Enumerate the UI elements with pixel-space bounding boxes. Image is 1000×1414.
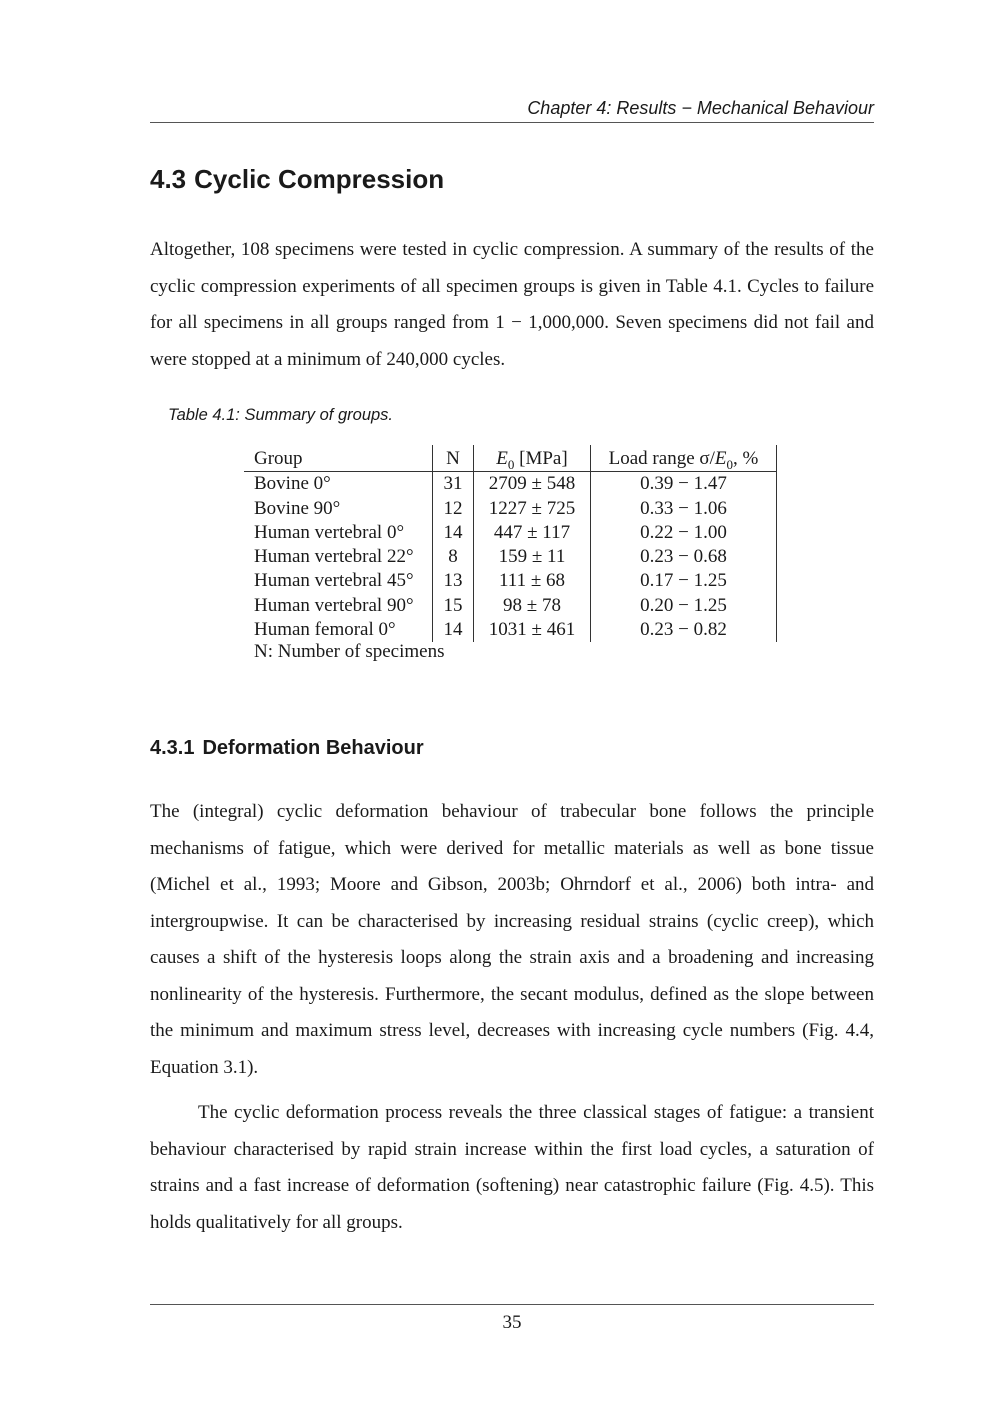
- section-heading: [150, 163, 444, 195]
- section-title: Cyclic Compression: [194, 164, 445, 194]
- cell-group: Human vertebral 90°: [254, 594, 414, 616]
- footer-rule: [150, 1304, 874, 1305]
- cell-n: 31: [433, 472, 474, 497]
- cell-e0: 1031 ± 461: [474, 618, 591, 642]
- table-row: [244, 594, 777, 618]
- header-group: Group: [244, 445, 433, 472]
- page-number: 35: [502, 1312, 522, 1333]
- table-row: [244, 521, 777, 545]
- section-intro-paragraph: Altogether, 108 specimens were tested in cyclic compression. A summary of the results of the cyclic compression experiments of all specimen groups is given in Table 4.1. Cycles to failure for all specimens in all groups ranged from 1 − 1,000,000. Seven specimens did not fail and were stopped at a minimum of 240,000 cycles.: [150, 239, 874, 370]
- body-paragraph: The (integral) cyclic deformation behaviour of trabecular bone follows the principle mechanisms of fatigue, which were derived for metallic materials as well as bone tissue (Michel et al., 1993; Moore and Gibson, 2003b; Ohrndorf et al., 2006) both intra- and intergroupwise. It can be characterised by increasing residual strains (cyclic creep), which causes a shift of the hysteresis loops along the strain axis and a broadening and increasing nonlinearity of the hysteresis. Furthermore, the secant modulus, defined as the slope between the minimum and maximum stress level, decreases with increasing cycle numbers (Fig. 4.4, Equation 3.1).: [150, 801, 874, 1078]
- cell-group: Human vertebral 0°: [254, 521, 405, 543]
- cell-load-range: 0.22 − 1.00: [591, 521, 777, 545]
- subsection-heading: [150, 735, 424, 761]
- summary-table: [244, 445, 777, 642]
- cell-n: 14: [433, 618, 474, 642]
- table-row: [244, 618, 777, 642]
- table-caption: Table 4.1: Summary of groups.: [168, 406, 394, 424]
- header-e0: $E_0$ [MPa]: [474, 445, 591, 472]
- table-row: [244, 545, 777, 569]
- cell-group: Human femoral 0°: [254, 619, 396, 641]
- table-row: [244, 472, 777, 497]
- cell-load-range: 0.23 − 0.68: [591, 545, 777, 569]
- cell-group: Human vertebral 45°: [254, 570, 414, 592]
- cell-n: 12: [433, 497, 474, 521]
- cell-load-range: 0.23 − 0.82: [591, 618, 777, 642]
- cell-n: 15: [433, 594, 474, 618]
- cell-e0: 447 ± 117: [474, 521, 591, 545]
- table-row: [244, 497, 777, 521]
- cell-load-range: 0.17 − 1.25: [591, 569, 777, 593]
- subsection-title: Deformation Behaviour: [202, 737, 424, 759]
- body-paragraph: The cyclic deformation process reveals the three classical stages of fatigue: a transient behaviour characterised by rapid strain increase within the first load cycles, a saturation of strains and a fast increase of deformation (softening) near catastrophic failure (Fig. 4.5). This holds qualitatively for all groups.: [150, 1102, 874, 1233]
- cell-e0: 111 ± 68: [474, 569, 591, 593]
- section-number: 4.3: [150, 164, 187, 194]
- header-load-range: Load range $\sigma/E_0$, %: [591, 445, 777, 472]
- table-row: [244, 569, 777, 593]
- cell-n: 13: [433, 569, 474, 593]
- cell-load-range: 0.33 − 1.06: [591, 497, 777, 521]
- cell-load-range: 0.20 − 1.25: [591, 594, 777, 618]
- subsection-number: 4.3.1: [150, 737, 195, 759]
- cell-n: 8: [433, 545, 474, 569]
- cell-load-range: 0.39 − 1.47: [591, 472, 777, 497]
- cell-e0: 98 ± 78: [474, 594, 591, 618]
- table-note: N: Number of specimens: [254, 641, 445, 662]
- cell-e0: 159 ± 11: [474, 545, 591, 569]
- running-header: Chapter 4: Results − Mechanical Behaviour: [150, 96, 874, 123]
- cell-e0: 1227 ± 725: [474, 497, 591, 521]
- cell-n: 14: [433, 521, 474, 545]
- cell-group: Bovine 90°: [254, 497, 341, 519]
- cell-e0: 2709 ± 548: [474, 472, 591, 497]
- cell-group: Bovine 0°: [254, 473, 331, 495]
- cell-group: Human vertebral 22°: [254, 546, 414, 568]
- table-header-row: [244, 445, 777, 472]
- header-n: N: [433, 445, 474, 472]
